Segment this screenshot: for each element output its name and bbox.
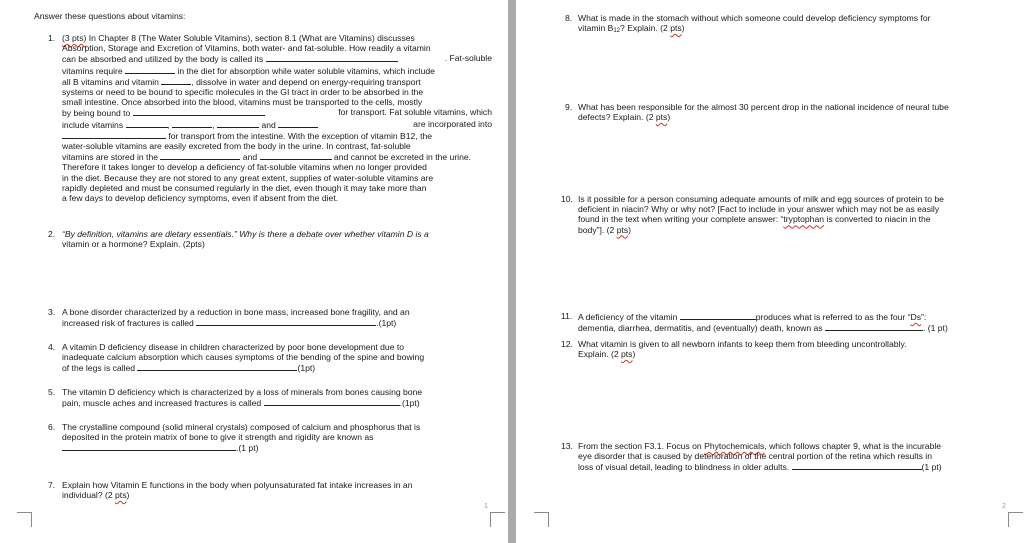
crop-mark (534, 512, 549, 527)
blank[interactable] (62, 130, 166, 139)
q8-text: What is made in the stomach without which someone could develop deficiency symptoms for vitamin $B_{12}$? Explain. (2 pts) (578, 13, 931, 35)
blank[interactable] (825, 322, 923, 331)
q1-line-1: In Chapter 8 (The Water Soluble Vitamins), section 8.1 (What are Vitamins) discusses (88, 33, 415, 43)
q9-number: 9. (565, 102, 573, 112)
q10-number: 10. (561, 194, 573, 204)
blank[interactable] (161, 76, 191, 85)
q13-number: 13. (561, 441, 573, 451)
q8-number: 8. (565, 13, 573, 23)
q10-text: Is it possible for a person consuming adequate amounts of milk and egg sources of protein to be deficient in niacin? Why or why not? [Fact to include in your answer which may not be as easily found in the text when writing your complete answer: “tryptophan is converted to niacin in the body”]. (2 pts) (578, 194, 944, 235)
q6-text: The crystalline compound (solid mineral crystals) composed of calcium and phosphorus that is deposited in the protein matrix of bone to give it strength and rigidity are known as .(1 pt) (62, 422, 421, 454)
blank[interactable] (133, 107, 265, 116)
blank[interactable] (792, 461, 922, 470)
blank[interactable] (680, 311, 756, 320)
document-page-1 (0, 0, 508, 543)
instructions-heading: Answer these questions about vitamins: (34, 11, 186, 21)
q2-number: 2. (48, 229, 56, 239)
blank[interactable] (62, 442, 236, 451)
q3-text: A bone disorder characterized by a reduction in bone mass, increased bone fragility, and an increased risk of fractures is called .(1pt) (62, 307, 410, 329)
q7-number: 7. (48, 480, 56, 490)
blank[interactable] (196, 317, 376, 326)
blank[interactable] (266, 53, 398, 62)
crop-mark (490, 512, 505, 527)
q1-number: 1. (48, 33, 56, 43)
blank[interactable] (125, 65, 175, 74)
q4-number: 4. (48, 342, 56, 352)
crop-mark (17, 512, 32, 527)
q12-text: What vitamin is given to all newborn infants to keep them from bleeding uncontrollably. Explain. (2 pts) (578, 339, 907, 360)
blank[interactable] (217, 119, 259, 128)
q11-number: 11. (561, 311, 573, 321)
q3-number: 3. (48, 307, 56, 317)
blank[interactable] (264, 397, 400, 406)
page-number: 1 (484, 503, 488, 510)
q9-text: What has been responsible for the almost 30 percent drop in the national incidence of neural tube defects? Explain. (2 pts) (578, 102, 949, 123)
q13-text: From the section F3.1. Focus on Phytochemicals, which follows chapter 9, what is the incurable eye disorder that is caused by deterioration of the central portion of the retina which results in loss of visual detail, leading to blindness in older adults. (1 pt) (578, 441, 942, 473)
page-gap (508, 0, 516, 543)
q5-text: The vitamin D deficiency which is characterized by a loss of minerals from bones causing bone pain, muscle aches and increased fractures is called .(1pt) (62, 387, 423, 409)
blank[interactable] (160, 151, 240, 160)
document-page-2 (516, 0, 1024, 543)
q11-text: A deficiency of the vitamin produces what is referred to as the four “Ds”: dementia, diarrhea, dermatitis, and (eventually) death, known as . (1 pt) (578, 312, 948, 334)
q5-number: 5. (48, 387, 56, 397)
blank[interactable] (137, 362, 297, 371)
q7-text: Explain how Vitamin E functions in the body when polyunsaturated fat intake increases in an individual? (2 pts) (62, 480, 413, 501)
q2-text: “By definition, vitamins are dietary essentials.” Why is there a debate over whether vitamin D is a vitamin or a hormone? Explain. (2pts) (62, 229, 429, 250)
blank[interactable] (126, 119, 168, 128)
crop-mark (1008, 512, 1023, 527)
q1-text: (3 pts) In Chapter 8 (The Water Soluble Vitamins), section 8.1 (What are Vitamins) discusses Absorption, Storage and Excretion of Vitamins, both water- and fat-soluble. How readily a vitamin can be absorbed and utilized by the body is called its . Fat-soluble vitamins require in the diet for absorption while water soluble vitamins, which include all B vitamins and vitamin , dissolve in water and depend on energy-requiring transport systems or need to be bound to specific molecules in the GI tract in order to be absorbed in the small intestine. Once absorbed into the blood, vitamins must be transported to the cells, mostly by being bound to for transport. Fat soluble vitamins, which include vitamins , , and are incorporated into for transport from the intestine. With the exception of vitamin B12, the water-soluble vitamins are easily excreted from the body in the urine. In contrast, fat-soluble vitamins are stored in the and and cannot be excreted in the urine. Therefore it takes longer to develop a deficiency of fat-soluble vitamins when no longer provided in the diet. Because they are not stored to any great extent, supplies of water-soluble vitamins are rapidly depleted and must be consumed regularly in the diet, even though it may take more than a few days to develop deficiency symptoms, even if absent from the diet. (62, 33, 492, 204)
blank[interactable] (278, 119, 318, 128)
q4-text: A vitamin D deficiency disease in children characterized by poor bone development due to inadequate calcium absorption which causes symptoms of the bending of the spine and bowing of the legs is called (1pt) (62, 342, 425, 374)
blank[interactable] (260, 151, 332, 160)
blank[interactable] (172, 119, 212, 128)
q6-number: 6. (48, 422, 56, 432)
q12-number: 12. (561, 339, 573, 349)
page-number: 2 (1002, 503, 1006, 510)
